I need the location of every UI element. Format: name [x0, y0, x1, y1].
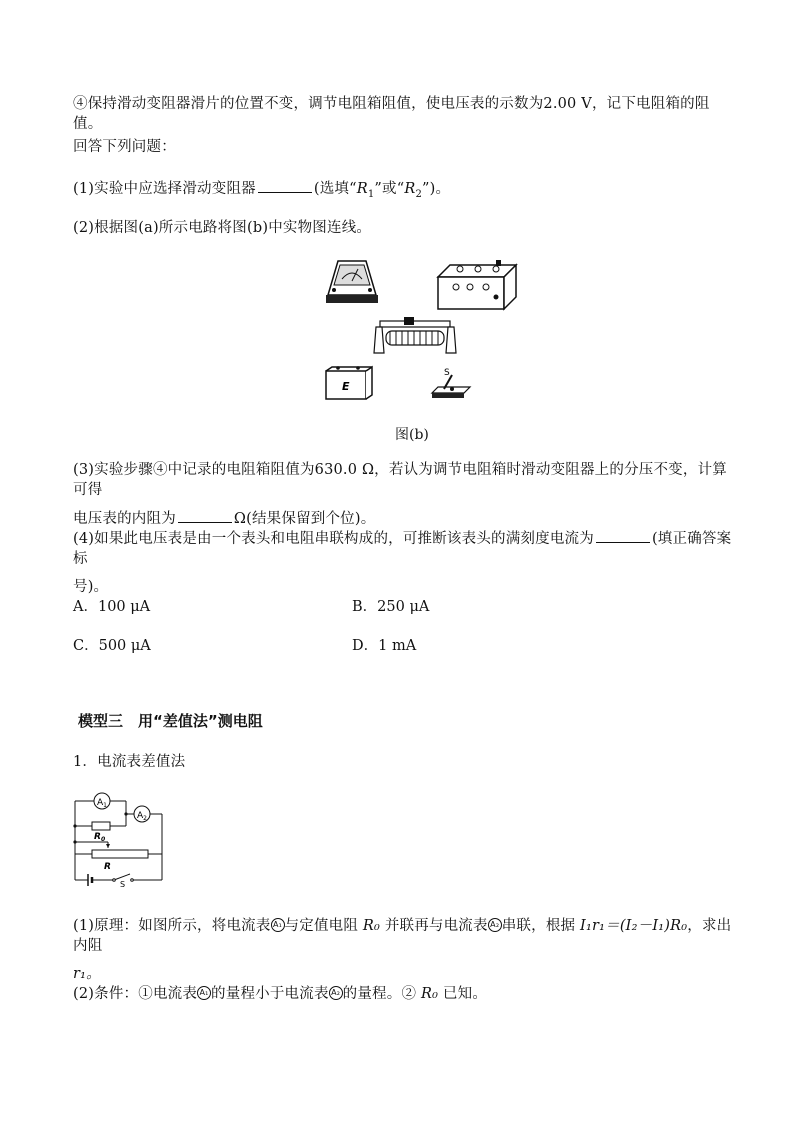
q3-line-2 — [73, 508, 733, 529]
r0-inline: R₀ — [420, 986, 439, 1002]
r2-sub: 2 — [415, 188, 423, 200]
condition-text-d: 已知。 — [442, 986, 488, 1002]
a1-sub: 1 — [103, 802, 107, 809]
principle-line-2: r₁。 — [73, 966, 101, 982]
q1-text-b: (选填“ — [313, 181, 357, 197]
r2-symbol: R — [404, 181, 416, 197]
condition-text-a: (2)条件：①电流表 — [73, 986, 198, 1002]
rheostat-label: R — [104, 862, 111, 872]
voltmeter-icon — [326, 261, 378, 303]
q4-text-a: (4)如果此电压表是由一个表头和电阻串联构成的，可推断该表头的满刻度电流为 — [73, 531, 594, 547]
answer-prompt: 回答下列问题： — [73, 139, 176, 155]
r0-sub: 0 — [100, 836, 106, 843]
switch-label: S — [444, 368, 450, 378]
q4-line-1 — [73, 528, 733, 569]
principle-formula: I₁r₁＝(I₂－I₁)R₀ — [580, 918, 688, 934]
question-1 — [73, 178, 733, 205]
a2-sub: 2 — [143, 815, 147, 822]
resistance-box-icon — [438, 260, 516, 309]
a2-label: A — [137, 811, 144, 821]
ammeter-a1-icon — [94, 793, 110, 809]
q4-line-2: 号)。 — [73, 579, 109, 595]
option-c[interactable]: C．500 μA — [73, 638, 151, 654]
condition-text-b: 的量程小于电流表 — [211, 986, 329, 1002]
figure-b-caption: 图(b) — [395, 427, 429, 443]
r0-inline: R₀ — [362, 918, 380, 934]
principle-paragraph — [73, 916, 733, 984]
switch-s-label: S — [120, 880, 126, 888]
q1-text: (1)实验中应选择滑动变阻器 — [73, 181, 256, 197]
ammeter-a2-icon — [134, 806, 150, 822]
answer-blank[interactable] — [258, 178, 312, 193]
rheostat-icon — [374, 317, 456, 353]
battery-icon — [326, 366, 372, 399]
ammeter-a2-badge-icon: A₂ — [488, 918, 502, 932]
question-4 — [73, 528, 733, 597]
answer-blank[interactable] — [596, 528, 650, 543]
q3-text-b: 电压表的内阻为 — [73, 511, 176, 527]
option-b[interactable]: B．250 μA — [352, 599, 430, 615]
subsection-title: 1．电流表差值法 — [73, 754, 186, 770]
step4-text: ④保持滑动变阻器滑片的位置不变，调节电阻箱阻值，使电压表的示数为2.00 V，记下电阻箱的阻值。 — [73, 96, 710, 132]
principle-line-1 — [73, 916, 733, 956]
svg-text:R0 — [94, 832, 105, 843]
figure-b-apparatus — [320, 255, 530, 405]
principle-text-a: (1)原理：如图所示，将电流表 — [73, 918, 271, 934]
circuit-diagram — [70, 788, 180, 888]
ammeter-a2-badge-icon: A₂ — [329, 986, 343, 1000]
ammeter-a1-badge-icon: A₁ — [271, 918, 285, 932]
question-2: (2)根据图(a)所示电路将图(b)中实物图连线。 — [73, 220, 372, 236]
principle-text-d: 串联，根据 — [501, 918, 576, 934]
q3-line-1: (3)实验步骤④中记录的电阻箱阻值为630.0 Ω，若认为调节电阻箱时滑动变阻器上的分压不变，计算可得 — [73, 462, 727, 498]
q4-text-b: (填正确答案标 — [73, 531, 732, 567]
option-a[interactable]: A．100 μA — [73, 599, 151, 615]
principle-text-e: ，求出内阻 — [73, 918, 732, 954]
ammeter-a1-badge-icon: A₁ — [197, 986, 211, 1000]
switch-icon — [432, 368, 470, 398]
option-d[interactable]: D．1 mA — [352, 638, 417, 654]
principle-text-b: 与定值电阻 — [284, 918, 359, 934]
q1-text-d: ”)。 — [422, 181, 451, 197]
r0-label: R — [94, 832, 101, 842]
q1-text-c: ”或“ — [374, 181, 405, 197]
answer-blank[interactable] — [178, 508, 232, 523]
condition-text-c: 的量程。② — [342, 986, 417, 1002]
section-title: 模型三 用“差值法”测电阻 — [78, 712, 263, 730]
principle-text-c: 并联再与电流表 — [384, 918, 488, 934]
battery-label: E — [342, 380, 350, 393]
q3-text-c: Ω(结果保留到个位)。 — [233, 511, 376, 527]
a1-label: A — [97, 798, 104, 808]
r1-symbol: R — [356, 181, 368, 197]
question-3 — [73, 460, 733, 529]
r1-sub: 1 — [367, 188, 375, 200]
condition-paragraph — [73, 984, 733, 1004]
